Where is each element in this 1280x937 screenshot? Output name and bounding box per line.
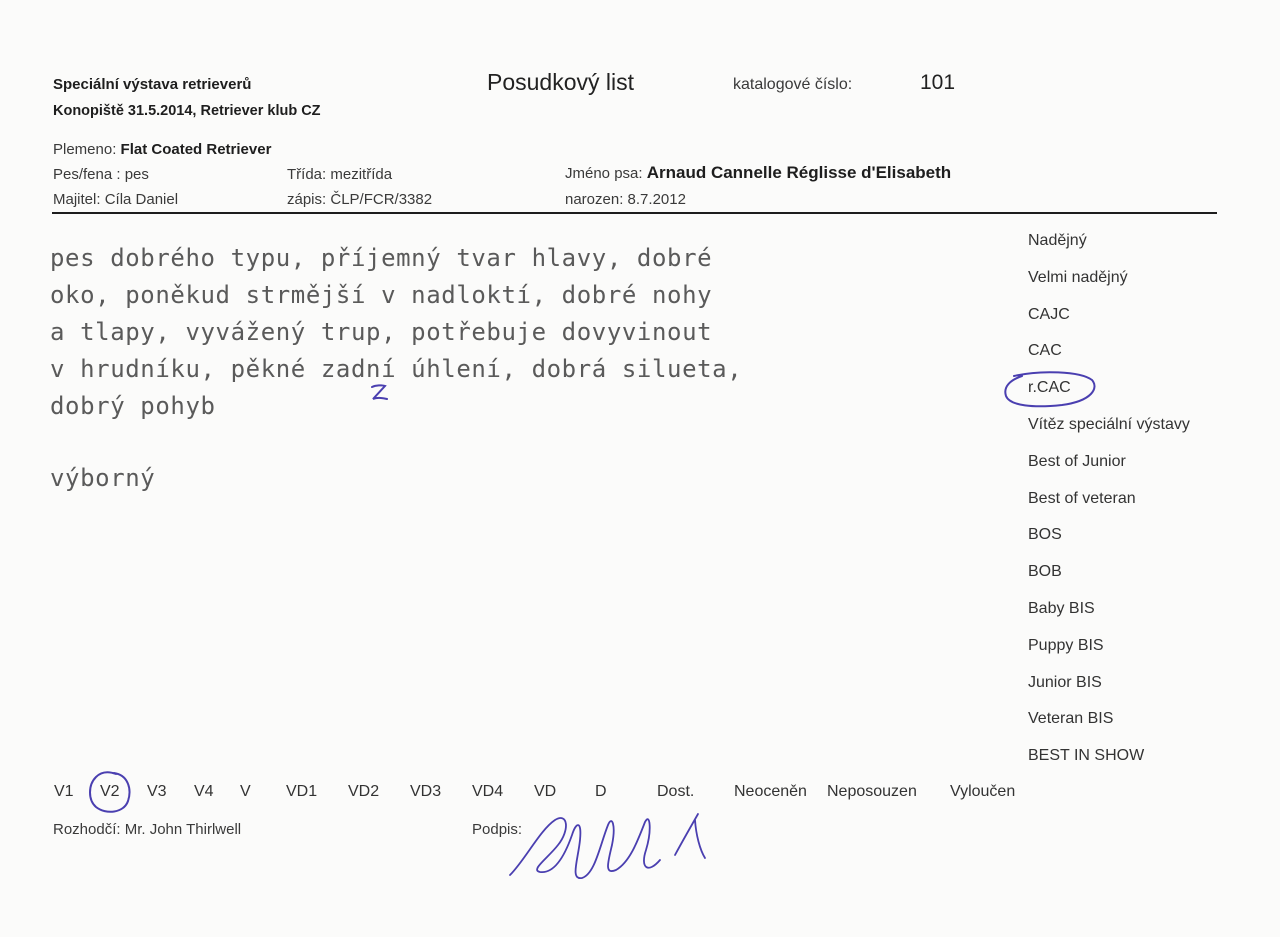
breed-label: Plemeno:	[53, 141, 117, 158]
owner-label: Majitel:	[53, 191, 101, 208]
breed-row	[53, 141, 271, 158]
grade-item: V3	[147, 783, 167, 800]
born-value: 8.7.2012	[627, 191, 686, 208]
grade-item: VD4	[472, 783, 504, 800]
award-item: Vítěz speciální výstavy	[1028, 415, 1190, 433]
award-item: Junior BIS	[1028, 673, 1102, 691]
award-item: BOB	[1028, 563, 1062, 581]
award-item: Veteran BIS	[1028, 710, 1114, 728]
grade-item: VD3	[410, 783, 442, 800]
class-label: Třída:	[287, 166, 327, 183]
page-title: Posudkový list	[487, 69, 635, 95]
award-item: Puppy BIS	[1028, 636, 1104, 654]
awards-list	[1028, 230, 1190, 782]
critique-line: dobrý pohyb	[50, 392, 216, 420]
owner-row	[53, 191, 178, 208]
grade-item: VD2	[348, 783, 380, 800]
award-item: Baby BIS	[1028, 599, 1095, 617]
judge-value: Mr. John Thirlwell	[124, 821, 242, 838]
grade-item: V1	[54, 783, 74, 800]
show-name: Speciální výstava retrieverů	[53, 76, 252, 93]
dog-name-value: Arnaud Cannelle Réglisse d'Elisabeth	[646, 163, 952, 182]
registration-label: zápis:	[287, 191, 327, 208]
catalog-number: 101	[920, 71, 956, 94]
class-row	[287, 166, 392, 183]
dog-name-label: Jméno psa:	[565, 165, 643, 182]
grade-item: VD1	[286, 783, 318, 800]
award-item: CAJC	[1028, 305, 1070, 323]
grade-item: Dost.	[657, 783, 695, 800]
sex-label: Pes/fena :	[53, 166, 121, 183]
judge-signature	[500, 800, 730, 890]
class-value: mezitřída	[330, 166, 393, 183]
sex-value: pes	[124, 166, 149, 183]
award-item: CAC	[1028, 342, 1062, 360]
award-item: Best of Junior	[1028, 452, 1126, 470]
catalog-label: katalogové číslo:	[733, 76, 853, 93]
grade-item: Neposouzen	[827, 783, 917, 800]
critique-line: oko, poněkud strmější v nadloktí, dobré nohy	[50, 281, 713, 309]
grade-item: Vyloučen	[950, 783, 1016, 800]
registration-row	[287, 191, 432, 208]
dog-name-row	[565, 163, 951, 183]
critique-line: a tlapy, vyvážený trup, potřebuje dovyvinout	[50, 318, 713, 346]
award-item: BOS	[1028, 526, 1062, 544]
breed-value: Flat Coated Retriever	[120, 141, 272, 158]
critique-text	[50, 240, 742, 497]
signature-label: Podpis:	[472, 821, 523, 838]
award-item: Nadějný	[1028, 232, 1087, 249]
award-item: BEST IN SHOW	[1028, 747, 1145, 765]
sex-row	[53, 166, 149, 183]
award-item-selected: r.CAC	[1028, 379, 1071, 397]
registration-value: ČLP/FCR/3382	[330, 191, 433, 208]
show-place: Konopiště 31.5.2014, Retriever klub CZ	[53, 103, 321, 119]
critique-line: pes dobrého typu, příjemný tvar hlavy, dobré	[50, 244, 713, 272]
grade-item: Neoceněn	[734, 783, 807, 800]
grade-item: D	[595, 783, 607, 800]
grade-item: V4	[194, 783, 214, 800]
award-item: Velmi nadějný	[1028, 268, 1128, 286]
award-item: Best of veteran	[1028, 489, 1136, 507]
grade-item: VD	[534, 783, 557, 800]
born-label: narozen:	[565, 191, 624, 208]
judge-row	[53, 821, 241, 838]
critique-line: v hrudníku, pěkné zadní úhlení, dobrá silueta,	[50, 355, 743, 383]
header-divider	[52, 212, 1217, 214]
grade-item: V	[240, 783, 251, 800]
grade-item-selected: V2	[100, 783, 120, 800]
born-row	[565, 191, 686, 208]
owner-value: Cíla Daniel	[104, 191, 179, 208]
critique-verdict: výborný	[50, 464, 156, 492]
judge-label: Rozhodčí:	[53, 821, 121, 838]
